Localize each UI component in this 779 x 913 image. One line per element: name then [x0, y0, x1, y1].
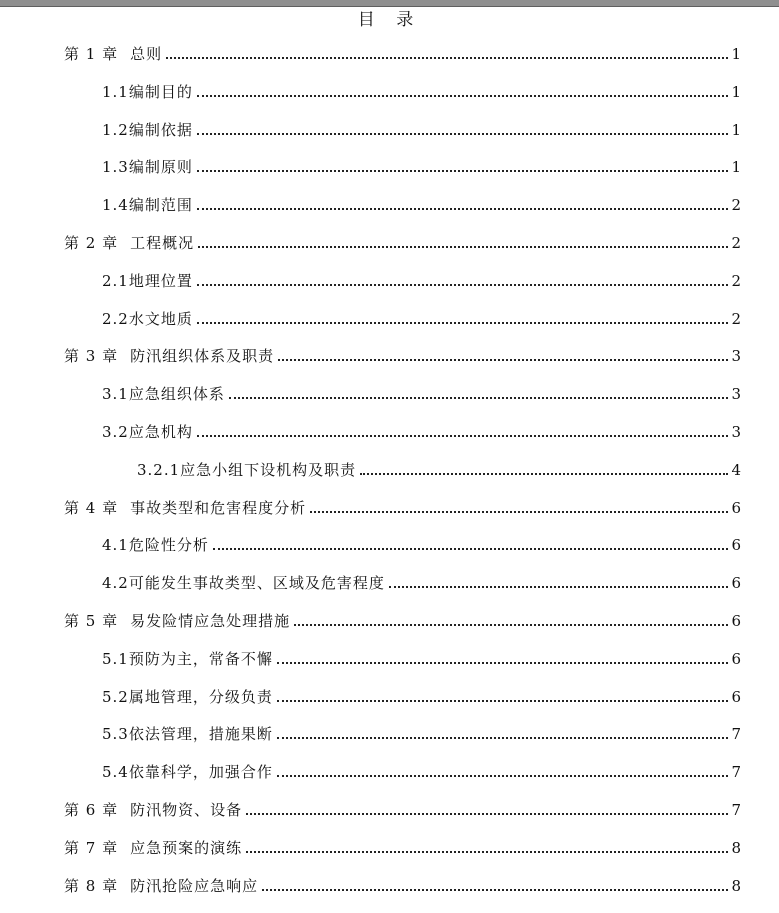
- entry-title: 编制原则: [128, 158, 193, 177]
- page-number: 1: [731, 82, 741, 101]
- entry-title: 防汛组织体系及职责: [130, 347, 275, 366]
- dot-leader: [197, 422, 728, 437]
- entry-number: 第 4 章: [64, 498, 119, 517]
- entry-title: 应急机构: [128, 422, 193, 441]
- entry-title: 事故类型和危害程度分析: [130, 498, 307, 517]
- page-number: 6: [731, 536, 741, 555]
- toc-section-5-3[interactable]: [0, 724, 779, 762]
- page-number: 6: [731, 687, 741, 706]
- dot-leader: [277, 762, 728, 777]
- table-of-contents: [0, 44, 779, 913]
- toc-section-4-2[interactable]: [0, 573, 779, 611]
- toc-subsection-3-2-1[interactable]: [0, 460, 779, 498]
- entry-number: 4.1: [102, 536, 129, 555]
- entry-title: 易发险情应急处理措施: [130, 611, 291, 630]
- page-number: 7: [731, 800, 741, 819]
- entry-number: 1.1: [102, 82, 129, 101]
- dot-leader: [310, 498, 728, 513]
- dot-leader: [198, 233, 728, 248]
- page-number: 6: [731, 498, 741, 517]
- page-number: 2: [731, 196, 741, 215]
- entry-title: 总则: [130, 45, 163, 63]
- entry-title: 防汛抢险应急响应: [130, 876, 259, 895]
- entry-number: 1.3: [102, 158, 129, 177]
- page-number: 4: [731, 460, 741, 479]
- dot-leader: [229, 384, 728, 399]
- dot-leader: [277, 687, 728, 702]
- entry-number: 第 1 章: [64, 45, 119, 63]
- entry-number: 5.3: [102, 725, 129, 744]
- page-number: 2: [731, 233, 741, 252]
- toc-section-4-1[interactable]: [0, 535, 779, 573]
- entry-title: 依靠科学，加强合作: [128, 763, 273, 782]
- dot-leader: [197, 82, 728, 97]
- entry-title: 预防为主，常备不懈: [128, 649, 273, 668]
- entry-number: 5.1: [102, 649, 129, 668]
- entry-number: 4.2: [102, 574, 129, 593]
- entry-number: 第 2 章: [64, 233, 119, 252]
- page-number: 2: [731, 309, 741, 328]
- toc-title: 目 录: [357, 10, 422, 30]
- entry-title: 依法管理，措施果断: [128, 725, 273, 744]
- entry-number: 第 6 章: [64, 800, 119, 819]
- dot-leader: [197, 271, 728, 286]
- toc-section-2-1[interactable]: [0, 271, 779, 309]
- page-number: 3: [731, 385, 741, 404]
- page-number: 6: [731, 649, 741, 668]
- toc-section-3-2[interactable]: [0, 422, 779, 460]
- entry-number: 第 5 章: [64, 611, 119, 630]
- dot-leader: [389, 573, 728, 588]
- entry-number: 1.4: [102, 196, 129, 215]
- document-page: [0, 7, 779, 911]
- window-top-border: [0, 0, 779, 7]
- dot-leader: [246, 800, 728, 815]
- toc-chapter-7[interactable]: [0, 838, 779, 876]
- dot-leader: [278, 346, 728, 361]
- toc-chapter-4[interactable]: [0, 498, 779, 536]
- toc-chapter-6[interactable]: [0, 800, 779, 838]
- toc-chapter-2[interactable]: [0, 233, 779, 271]
- toc-section-1-2[interactable]: [0, 120, 779, 158]
- entry-number: 第 3 章: [64, 347, 119, 366]
- entry-title: 编制目的: [128, 82, 193, 101]
- dot-leader: [197, 120, 728, 135]
- toc-section-1-1[interactable]: [0, 82, 779, 120]
- page-number: 2: [731, 271, 741, 290]
- entry-number: 3.2: [102, 422, 129, 441]
- entry-title: 地理位置: [128, 271, 193, 290]
- entry-number: 第 8 章: [64, 876, 119, 895]
- toc-section-2-2[interactable]: [0, 309, 779, 347]
- entry-title: 可能发生事故类型、区域及危害程度: [128, 574, 385, 593]
- toc-section-1-4[interactable]: [0, 195, 779, 233]
- dot-leader: [197, 157, 728, 172]
- dot-leader: [213, 535, 728, 550]
- entry-title: 应急预案的演练: [130, 838, 243, 857]
- dot-leader: [246, 838, 728, 853]
- page-number: 7: [731, 725, 741, 744]
- dot-leader: [197, 309, 728, 324]
- entry-number: 2.2: [102, 309, 129, 328]
- page-number: 1: [731, 120, 741, 139]
- entry-title: 水文地质: [128, 309, 193, 328]
- dot-leader: [166, 44, 728, 59]
- toc-section-5-4[interactable]: [0, 762, 779, 800]
- toc-chapter-8[interactable]: [0, 876, 779, 913]
- entry-number: 第 7 章: [64, 838, 119, 857]
- page-number: 8: [731, 876, 741, 895]
- page-number: 1: [731, 45, 741, 63]
- entry-number: 5.4: [102, 763, 129, 782]
- toc-section-5-2[interactable]: [0, 687, 779, 725]
- entry-title: 危险性分析: [128, 536, 209, 555]
- entry-number: 5.2: [102, 687, 129, 706]
- entry-title: 属地管理，分级负责: [128, 687, 273, 706]
- page-number: 6: [731, 574, 741, 593]
- page-number: 3: [731, 422, 741, 441]
- entry-number: 3.2.1: [137, 460, 181, 479]
- page-number: 1: [731, 158, 741, 177]
- entry-number: 3.1: [102, 385, 129, 404]
- page-number: 3: [731, 347, 741, 366]
- dot-leader: [277, 724, 728, 739]
- toc-chapter-1[interactable]: [0, 44, 779, 82]
- entry-number: 2.1: [102, 271, 129, 290]
- toc-section-1-3[interactable]: [0, 157, 779, 195]
- page-number: 7: [731, 763, 741, 782]
- dot-leader: [197, 195, 728, 210]
- entry-title: 编制依据: [128, 120, 193, 139]
- entry-title: 工程概况: [130, 233, 195, 252]
- entry-number: 1.2: [102, 120, 129, 139]
- dot-leader: [262, 876, 728, 891]
- page-number: 6: [731, 611, 741, 630]
- page-number: 8: [731, 838, 741, 857]
- dot-leader: [294, 611, 728, 626]
- entry-title: 应急组织体系: [128, 385, 225, 404]
- dot-leader: [277, 649, 728, 664]
- entry-title: 编制范围: [128, 196, 193, 215]
- toc-chapter-5[interactable]: [0, 611, 779, 649]
- entry-title: 应急小组下设机构及职责: [180, 460, 357, 479]
- dot-leader: [360, 460, 728, 475]
- entry-title: 防汛物资、设备: [130, 800, 243, 819]
- toc-chapter-3[interactable]: [0, 346, 779, 384]
- toc-section-3-1[interactable]: [0, 384, 779, 422]
- toc-section-5-1[interactable]: [0, 649, 779, 687]
